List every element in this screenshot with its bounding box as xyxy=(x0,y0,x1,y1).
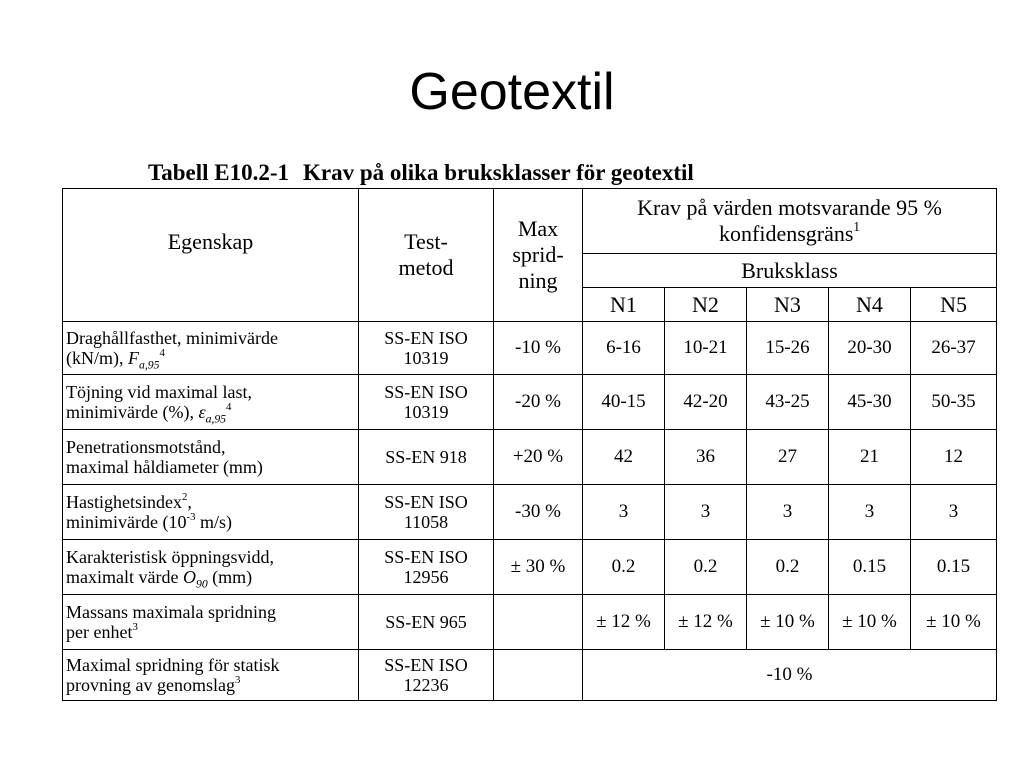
method-cell: SS-EN 965 xyxy=(359,595,494,650)
header-egenskap: Egenskap xyxy=(63,189,359,322)
value-cell-n1: ± 12 % xyxy=(583,595,665,650)
value-cell-n1: 40-15 xyxy=(583,375,665,430)
method-cell: SS-EN ISO 12956 xyxy=(359,540,494,595)
slide-title: Geotextil xyxy=(409,63,615,121)
method-cell: SS-EN 918 xyxy=(359,430,494,485)
spread-cell: ± 30 % xyxy=(494,540,583,595)
value-cell-n3: ± 10 % xyxy=(747,595,829,650)
header-class-n1: N1 xyxy=(583,288,665,322)
value-cell-n3: 15-26 xyxy=(747,322,829,375)
property-cell: Hastighetsindex$^2$, minimivärde ($10^{-3}$ m/s) xyxy=(63,485,359,540)
value-cell-n5: 12 xyxy=(911,430,997,485)
header-class-n5: N5 xyxy=(911,288,997,322)
header-requirements: Krav på värden motsvarande 95 % konfidensgräns$^1$ xyxy=(583,189,997,254)
value-cell-n5: 26-37 xyxy=(911,322,997,375)
value-cell-n1: 3 xyxy=(583,485,665,540)
property-cell: Töjning vid maximal last, minimivärde (%), $\varepsilon_{a,95}^4$ xyxy=(63,375,359,430)
spread-cell xyxy=(494,595,583,650)
value-cell-n4: ± 10 % xyxy=(829,595,911,650)
value-cell-n1: 6-16 xyxy=(583,322,665,375)
table-caption xyxy=(148,160,694,186)
value-cell-n3: 3 xyxy=(747,485,829,540)
requirements-table xyxy=(62,188,997,701)
value-cell-n5: 50-35 xyxy=(911,375,997,430)
value-cell-n4: 20-30 xyxy=(829,322,911,375)
value-cell-n2: 36 xyxy=(665,430,747,485)
method-cell: SS-EN ISO 10319 xyxy=(359,322,494,375)
property-cell: Maximal spridning för statisk provning av genomslag$^3$ xyxy=(63,650,359,701)
spread-cell xyxy=(494,650,583,701)
method-cell: SS-EN ISO 12236 xyxy=(359,650,494,701)
value-cell-n2: ± 12 % xyxy=(665,595,747,650)
property-cell: Massans maximala spridning per enhet$^3$ xyxy=(63,595,359,650)
header-bruksklass: Bruksklass xyxy=(583,254,997,288)
table-row-draghallfasthet xyxy=(63,322,997,375)
header-class-n4: N4 xyxy=(829,288,911,322)
merged-value-cell: -10 % xyxy=(583,650,997,701)
value-cell-n5: 3 xyxy=(911,485,997,540)
value-cell-n4: 45-30 xyxy=(829,375,911,430)
spread-cell: -10 % xyxy=(494,322,583,375)
value-cell-n2: 3 xyxy=(665,485,747,540)
value-cell-n4: 3 xyxy=(829,485,911,540)
header-test-method: Test- metod xyxy=(359,189,494,322)
method-cell: SS-EN ISO 11058 xyxy=(359,485,494,540)
table-caption-number: Tabell E10.2-1 xyxy=(148,160,290,185)
property-cell: Draghållfasthet, minimivärde (kN/m), $F_{a,95}^4$ xyxy=(63,322,359,375)
value-cell-n5: 0.15 xyxy=(911,540,997,595)
value-cell-n3: 0.2 xyxy=(747,540,829,595)
spread-cell: -30 % xyxy=(494,485,583,540)
value-cell-n1: 0.2 xyxy=(583,540,665,595)
property-cell: Penetrationsmotstånd, maximal håldiameter (mm) xyxy=(63,430,359,485)
header-class-n3: N3 xyxy=(747,288,829,322)
header-class-n2: N2 xyxy=(665,288,747,322)
method-cell: SS-EN ISO 10319 xyxy=(359,375,494,430)
table-row-penetration xyxy=(63,430,997,485)
spread-cell: +20 % xyxy=(494,430,583,485)
value-cell-n5: ± 10 % xyxy=(911,595,997,650)
header-max-spread: Max sprid- ning xyxy=(494,189,583,322)
value-cell-n3: 43-25 xyxy=(747,375,829,430)
table-caption-text: Krav på olika bruksklasser för geotextil xyxy=(303,160,694,185)
value-cell-n4: 21 xyxy=(829,430,911,485)
table-row-oppningsvidd xyxy=(63,540,997,595)
table-row-statisk-provning xyxy=(63,650,997,701)
table-row-massans-spridning xyxy=(63,595,997,650)
value-cell-n1: 42 xyxy=(583,430,665,485)
value-cell-n3: 27 xyxy=(747,430,829,485)
spread-cell: -20 % xyxy=(494,375,583,430)
property-cell: Karakteristisk öppningsvidd, maximalt värde $O_{90}$ (mm) xyxy=(63,540,359,595)
table-row-hastighetsindex xyxy=(63,485,997,540)
value-cell-n4: 0.15 xyxy=(829,540,911,595)
value-cell-n2: 42-20 xyxy=(665,375,747,430)
table-row-tojning xyxy=(63,375,997,430)
value-cell-n2: 0.2 xyxy=(665,540,747,595)
value-cell-n2: 10-21 xyxy=(665,322,747,375)
